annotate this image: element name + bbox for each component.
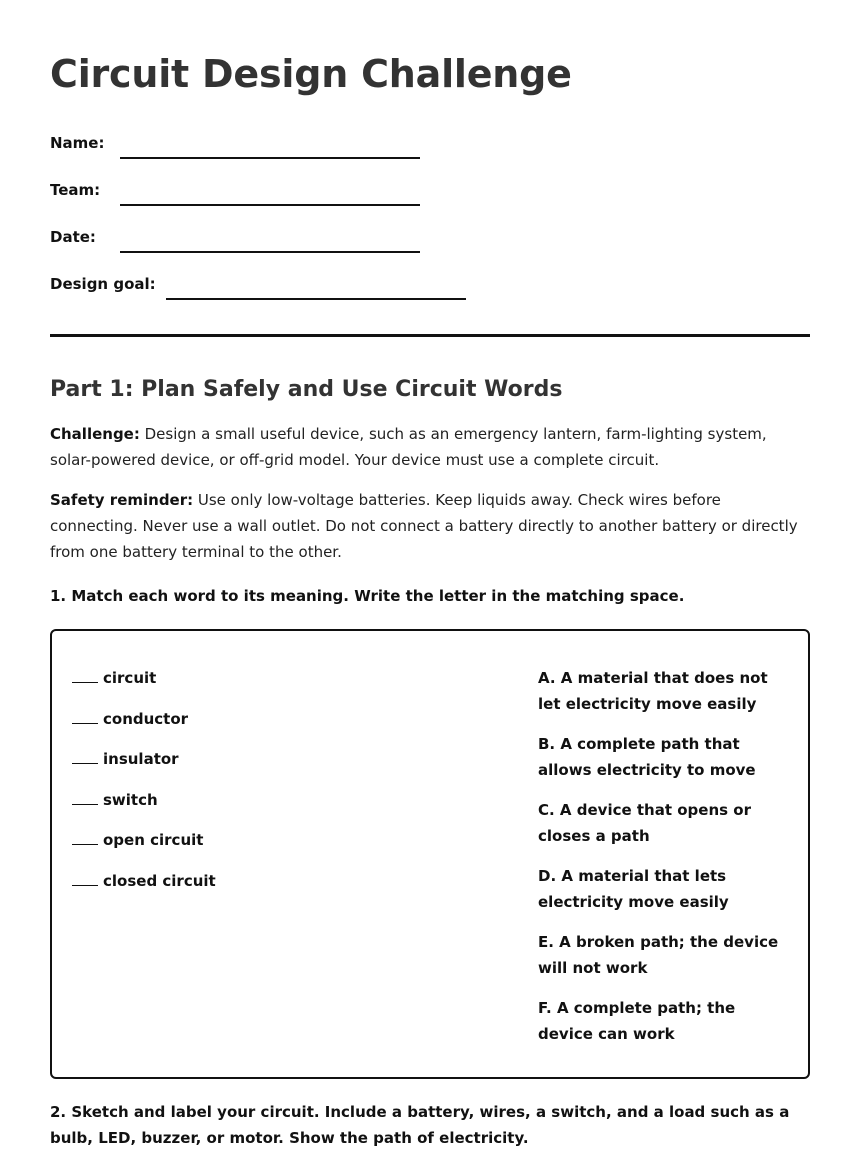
question-1: 1. Match each word to its meaning. Write the letter in the matching space. [50, 587, 685, 605]
definition-item: F. A complete path; the device can work [538, 999, 736, 1043]
term-label: insulator [103, 750, 179, 769]
term-label: conductor [103, 709, 189, 728]
term-label: switch [103, 790, 158, 809]
challenge-text: Design a small useful device, such as an emergency lantern, farm-lighting system, solar-powered device, or off-grid model. Your device must use a complete circuit. [50, 425, 767, 469]
term-item [72, 665, 492, 706]
definition-item: B. A complete path that allows electricity to move [538, 735, 756, 779]
safety-paragraph [50, 487, 810, 565]
design-goal-label: Design goal: [50, 275, 156, 293]
date-field-row [50, 206, 810, 253]
term-item [72, 787, 492, 828]
design-goal-field-row [50, 253, 810, 300]
answer-blank[interactable] [72, 749, 98, 764]
definition-item: D. A material that lets electricity move easily [538, 867, 729, 911]
team-field-row [50, 159, 810, 206]
definition-item: E. A broken path; the device will not work [538, 933, 779, 977]
page-title: Circuit Design Challenge [50, 52, 572, 96]
section-divider [50, 334, 810, 337]
term-label: open circuit [103, 831, 204, 850]
term-item [72, 706, 492, 747]
student-info-fields [50, 112, 810, 300]
answer-blank[interactable] [72, 709, 98, 724]
safety-text: Use only low-voltage batteries. Keep liquids away. Check wires before connecting. Never use a wall outlet. Do not connect a battery directly to another battery or directly from one battery terminal to the other. [50, 491, 798, 561]
term-item [72, 868, 492, 909]
definition-item: A. A material that does not let electricity move easily [538, 669, 768, 713]
design-goal-field[interactable] [166, 274, 466, 300]
answer-blank[interactable] [72, 830, 98, 845]
date-field[interactable] [120, 227, 420, 253]
worksheet-page [50, 0, 810, 1151]
answer-blank[interactable] [72, 790, 98, 805]
name-label: Name: [50, 134, 105, 152]
safety-label: Safety reminder: [50, 491, 194, 509]
date-label: Date: [50, 228, 96, 246]
term-item [72, 746, 492, 787]
term-label: circuit [103, 669, 157, 687]
challenge-paragraph [50, 421, 810, 473]
definition-item: C. A device that opens or closes a path [538, 801, 751, 845]
answer-blank[interactable] [72, 871, 98, 886]
matching-box [50, 629, 810, 1079]
terms-column [72, 665, 492, 909]
question-2: 2. Sketch and label your circuit. Include a battery, wires, a switch, and a load such as a bulb, LED, buzzer, or motor. Show the path of electricity. [50, 1103, 790, 1147]
term-item [72, 827, 492, 868]
definitions-column [538, 665, 794, 1061]
team-label: Team: [50, 181, 101, 199]
team-field[interactable] [120, 180, 420, 206]
answer-blank[interactable] [72, 668, 98, 683]
challenge-label: Challenge: [50, 425, 140, 443]
name-field-row [50, 112, 810, 159]
term-label: closed circuit [103, 871, 216, 890]
part1-heading: Part 1: Plan Safely and Use Circuit Words [50, 377, 563, 402]
name-field[interactable] [120, 133, 420, 159]
